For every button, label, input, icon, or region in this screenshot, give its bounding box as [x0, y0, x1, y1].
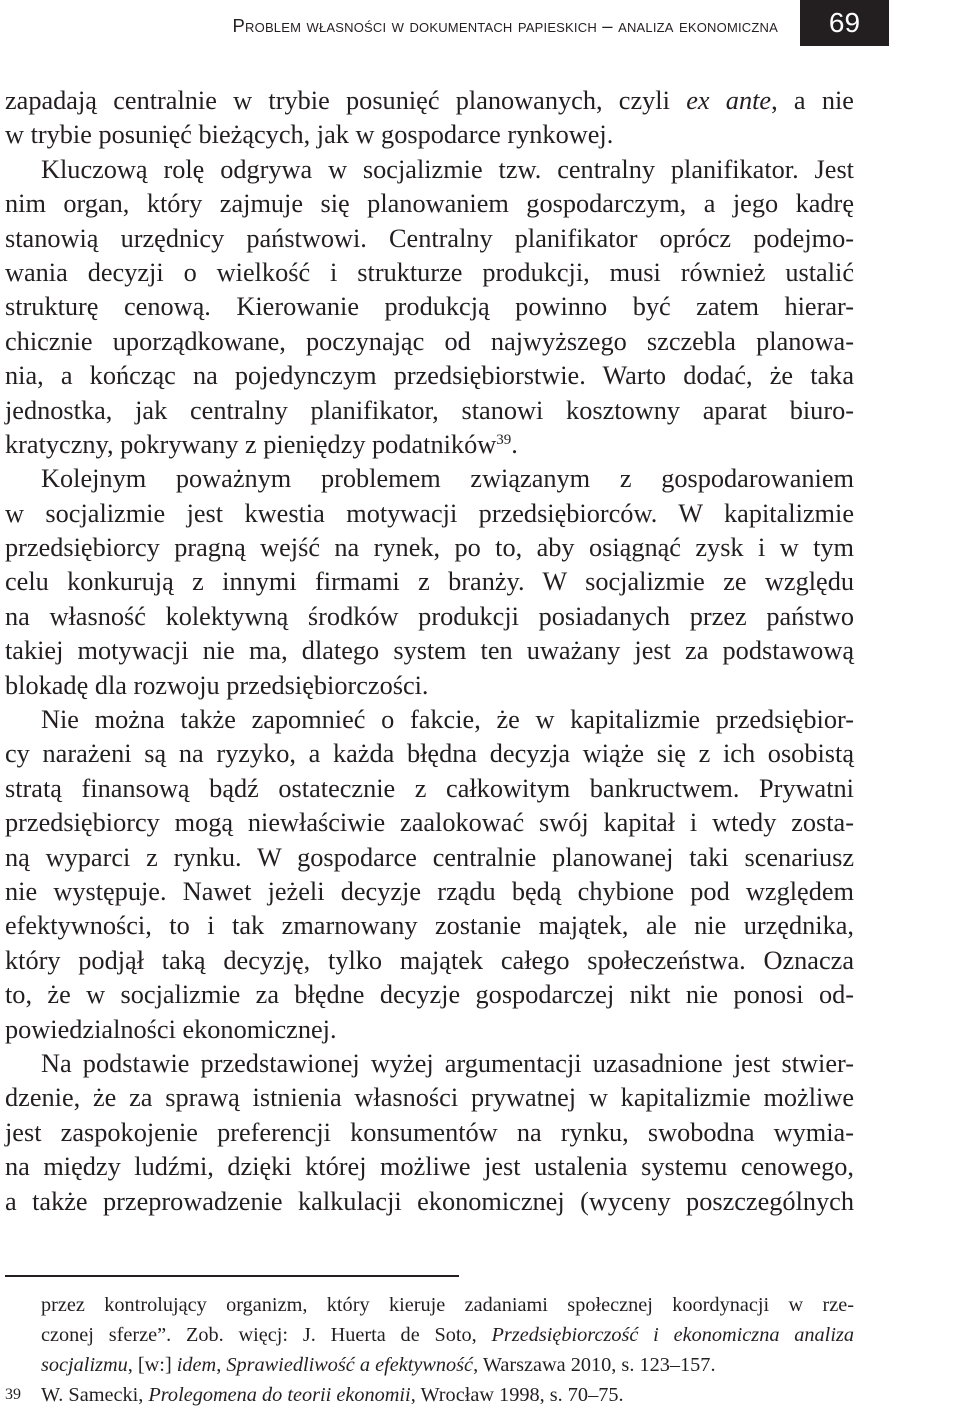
text-line: na między ludźmi, dzięki której możliwe jest ustalenia systemu cenowego, [5, 1152, 854, 1182]
text-line: takiej motywacji nie ma, dlatego system ten uważany jest za podstawową [5, 636, 854, 666]
footnote-39: 39 W. Samecki, Prolegomena do teorii ekonomii, Wrocław 1998, s. 70–75. [5, 1380, 854, 1410]
footnote-ref-39: 39 [496, 431, 512, 448]
page-header [0, 0, 960, 50]
text-line: na własność kolektywną środków produkcji posiadanych przez państwo [5, 601, 854, 631]
paragraph-start: Nie można także zapomnieć o fakcie, że w kapitalizmie przedsiębior- [41, 705, 854, 735]
text-line: a także przeprowadzenie kalkulacji ekonomicznej (wyceny poszczególnych [5, 1186, 854, 1216]
text-line: nia, a kończąc na pojedynczym przedsiębiorstwie. Warto dodać, że taka [5, 361, 854, 391]
running-title: Problem własności w dokumentach papieskich – analiza ekonomiczna [232, 15, 778, 36]
footnote-continued-line: czonej sferze”. Zob. więcj: J. Huerta de Soto, Przedsiębiorczość i ekonomiczna analiza [41, 1324, 854, 1346]
text-line: strukturę cenową. Kierowanie produkcją powinno być zatem hierar- [5, 292, 854, 322]
text-line: cy narażeni są na ryzyko, a każda błędna decyzja wiąże się z ich osobistą [5, 739, 854, 769]
italic-title: Prolegomena do teorii ekonomii [148, 1384, 411, 1406]
text-line: dzenie, że za sprawą istnienia własności prywatnej w kapitalizmie możliwe [5, 1083, 854, 1113]
text-line: jednostka, jak centralny planifikator, stanowi kosztowny aparat biuro- [5, 395, 854, 425]
page-number: 69 [800, 0, 889, 46]
footnote-continued-line: przez kontrolujący organizm, który kieruje zadaniami społecznej koordynacji w rze- [41, 1294, 854, 1316]
text-line: blokadę dla rozwoju przedsiębiorczości. [5, 670, 429, 700]
italic-title: Przedsiębiorczość i ekonomiczna analiza [491, 1324, 854, 1346]
paragraph-start: Na podstawie przedstawionej wyżej argumentacji uzasadnione jest stwier- [41, 1048, 854, 1078]
text-line: przedsiębiorcy pragną wejść na rynek, po to, aby osiągnąć zysk i w tym [5, 533, 854, 563]
text-line: kratyczny, pokrywany z pieniędzy podatników$^{39}$. [5, 429, 518, 459]
text-line: który podjął taką decyzję, tylko majątek całego społeczeństwa. Oznacza [5, 945, 854, 975]
text-line: nie występuje. Nawet jeżeli decyzje rządu będą chybione pod względem [5, 876, 854, 906]
paragraph-start: Kluczową rolę odgrywa w socjalizmie tzw. centralny planifikator. Jest [41, 154, 854, 184]
text-line: jest zaspokojenie preferencji konsumentów na rynku, swobodna wymia- [5, 1117, 854, 1147]
italic-term: ex ante [686, 86, 772, 115]
italic-title: Sprawiedliwość a efektywność [226, 1354, 474, 1376]
text-line: powiedzialności ekonomicznej. [5, 1014, 337, 1044]
text-line: to, że w socjalizmie za błędne decyzje gospodarczej nikt nie ponosi od- [5, 980, 854, 1010]
text-line: w trybie posunięć bieżących, jak w gospodarce rynkowej. [5, 120, 614, 150]
text-line: stanowią urzędnicy państwowi. Centralny planifikator oprócz podejmo- [5, 223, 854, 253]
footnote-separator [5, 1275, 459, 1277]
text-line: przedsiębiorcy mogą niewłaściwie zaalokować swój kapitał i wtedy zosta- [5, 808, 854, 838]
text-line: nim organ, który zajmuje się planowaniem gospodarczym, a jego kadrę [5, 189, 854, 219]
main-text [5, 84, 854, 1219]
footnote-number: 39 [5, 1386, 21, 1403]
italic-title: socjalizmu [41, 1354, 128, 1376]
text-line: w socjalizmie jest kwestia motywacji przedsiębiorców. W kapitalizmie [5, 498, 854, 528]
text-line: chicznie uporządkowane, poczynając od najwyższego szczebla planowa- [5, 326, 854, 356]
text-line: efektywności, to i tak zmarnowany zostanie majątek, ale nie urzędnika, [5, 911, 854, 941]
text-line: wania decyzji o wielkość i strukturze produkcji, musi również ustalić [5, 257, 854, 287]
text-line: zapadają centralnie w trybie posunięć planowanych, czyli ex ante, a nie [5, 86, 854, 115]
footnotes [5, 1290, 854, 1410]
footnote-continued-line: socjalizmu, [w:] idem, Sprawiedliwość a efektywność, Warszawa 2010, s. 123–157. [41, 1354, 716, 1376]
text-line: ną wyparci z rynku. W gospodarce centralnie planowanej taki scenariusz [5, 842, 854, 872]
text-line: celu konkurują z innymi firmami z branży. W socjalizmie ze względu [5, 567, 854, 597]
paragraph-start: Kolejnym poważnym problemem związanym z gospodarowaniem [41, 464, 854, 494]
italic-idem: idem [176, 1354, 217, 1376]
text-line: stratą finansową bądź ostatecznie z całkowitym bankructwem. Prywatni [5, 773, 854, 803]
